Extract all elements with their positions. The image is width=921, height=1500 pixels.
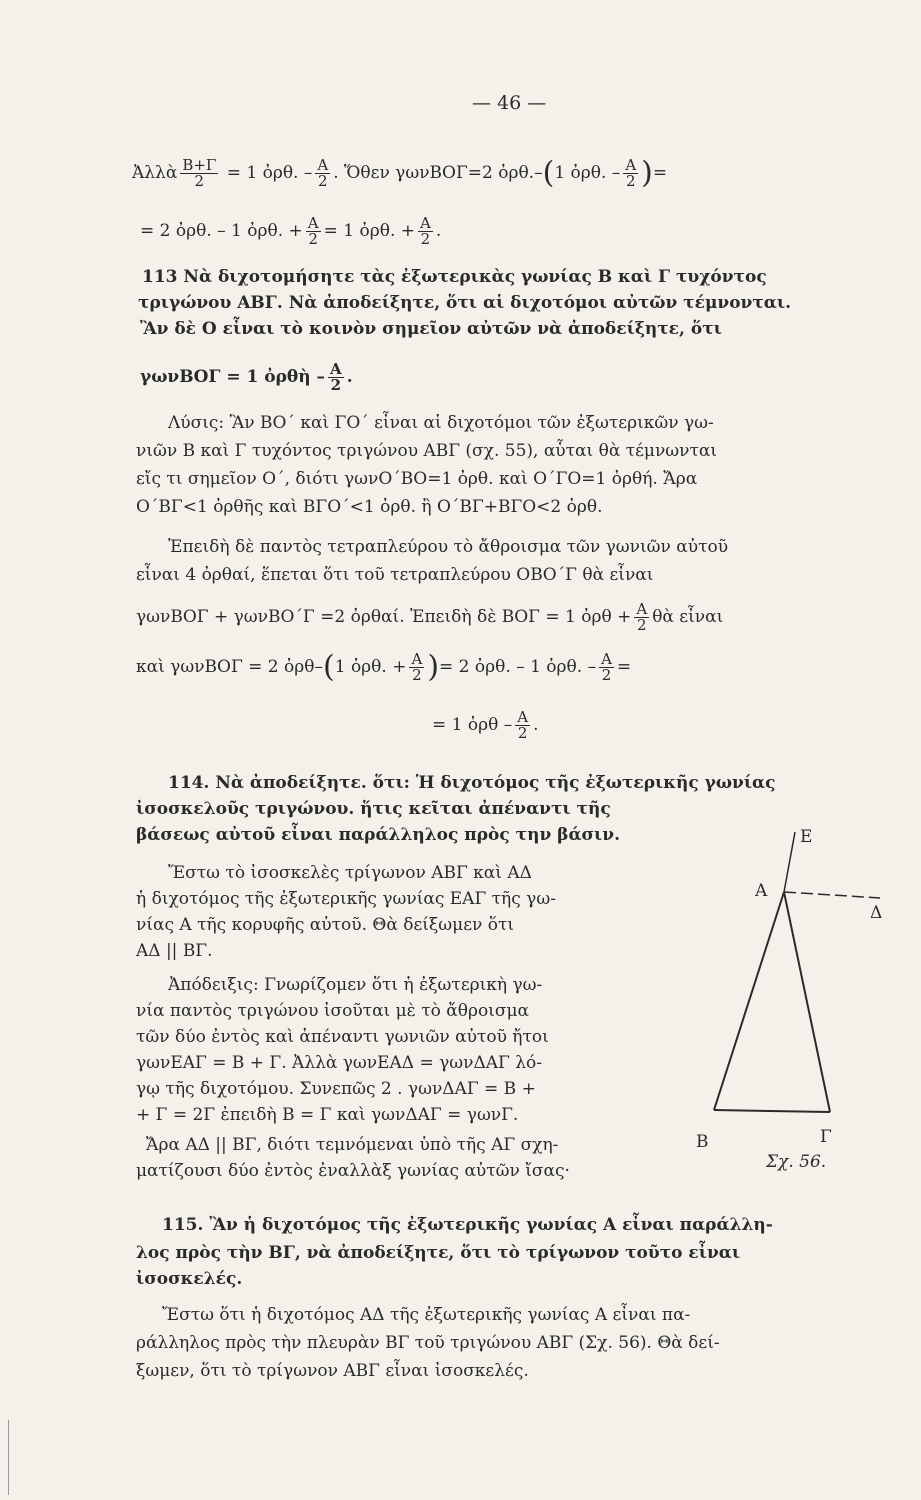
fraction-numerator: Α	[307, 214, 319, 232]
fraction-denominator: 2	[318, 172, 328, 190]
fraction-numerator: Α	[317, 156, 329, 174]
text-run: = 2 ὀρθ. – 1 ὀρθ. +	[140, 221, 303, 241]
fraction-denominator: 2	[194, 172, 205, 190]
intro-formula-line-2	[140, 216, 441, 247]
text-run: = 1 ὀρθ –	[432, 715, 513, 735]
intro-formula-line-1	[132, 155, 668, 191]
text-run: γωνΒΟΓ = 1 ὀρθὴ –	[140, 367, 326, 387]
paren: (	[542, 155, 555, 191]
fraction-denominator: 2	[601, 666, 612, 684]
fraction-numerator: Α	[420, 214, 431, 232]
text-run: = 1 ὀρθ. –	[226, 163, 313, 183]
fraction	[623, 158, 638, 189]
text-run: . Ὅθεν γωνΒΟΓ=2 ὀρθ.–	[333, 163, 543, 183]
text-run: καὶ γωνΒΟΓ = 2 ὀρθ–	[136, 657, 323, 677]
solution-line-2: νιῶν Β καὶ Γ τυχόντος τριγώνου ΑΒΓ (σχ. 55), αὗται θὰ τέμνωνται	[136, 441, 718, 461]
ex114-line-11: γωνΕΑΓ = Β + Γ. Ἀλλὰ γωνΕΑΔ = γωνΔΑΓ λό-	[136, 1053, 542, 1073]
ex115-line-3: ἰσοσκελές.	[136, 1269, 243, 1289]
side-ab	[714, 892, 784, 1110]
text-run: γωνΒΟΓ + γωνΒΟ΄Γ =2 ὀρθαί. Ἐπειδὴ δὲ ΒΟΓ = 1 ὀρθ +	[136, 607, 632, 627]
text-run: 1 ὀρθ. +	[334, 657, 407, 677]
fraction	[315, 158, 330, 189]
paren: )	[427, 649, 440, 685]
figure-caption: Σχ. 56.	[766, 1152, 827, 1172]
fraction	[409, 652, 424, 683]
fraction-denominator: 2	[308, 230, 318, 248]
side-bg	[714, 1110, 830, 1112]
ex115-line-4: Ἔστω ὅτι ἡ διχοτόμος ΑΔ τῆς ἐξωτερικῆς γωνίας Α εἶναι πα-	[162, 1305, 691, 1325]
solution-line-1: Λύσις: Ἂν ΒΟ΄ καὶ ΓΟ΄ εἶναι αἱ διχοτόμοι τῶν ἐξωτερικῶν γω-	[168, 413, 714, 433]
text-run: .	[346, 367, 353, 387]
paren: )	[641, 155, 653, 191]
fraction-numerator: Α	[517, 708, 529, 726]
solution-line-9	[432, 710, 539, 741]
text-run: 1 ὀρθ. –	[554, 163, 621, 183]
ex115-line-2: λος πρὸς τὴν ΒΓ, νὰ ἀποδείξητε, ὅτι τὸ τρίγωνον τοῦτο εἶναι	[136, 1243, 741, 1263]
figure-56	[690, 812, 890, 1182]
label-d: Δ	[870, 903, 883, 923]
ex114-line-9: νία παντὸς τριγώνου ἰσοῦται μὲ τὸ ἄθροισμα	[136, 1001, 529, 1021]
ex113-formula	[140, 362, 353, 393]
fraction	[634, 602, 649, 633]
solution-line-3: εἴς τι σημεῖον Ο΄, διότι γωνΟ΄ΒΟ=1 ὀρθ. καὶ Ο΄ΓΟ=1 ὀρθή. Ἄρα	[136, 469, 698, 489]
fraction	[306, 216, 321, 247]
text-run: .	[533, 715, 539, 735]
fraction	[328, 362, 344, 393]
text-run: Ἀλλὰ	[132, 163, 178, 183]
ex113-line-3: Ἂν δὲ Ο εἶναι τὸ κοινὸν σημεῖον αὐτῶν νὰ ἀποδείξητε, ὅτι	[140, 319, 722, 339]
solution-line-6: εἶναι 4 ὀρθαί, ἕπεται ὅτι τοῦ τετραπλεύρου ΟΒΟ΄Γ θὰ εἶναι	[136, 565, 654, 585]
fraction-numerator: Α	[601, 650, 612, 668]
ex114-line-8: Ἀπόδειξις: Γνωρίζομεν ὅτι ἡ ἐξωτερικὴ γω-	[168, 975, 543, 995]
solution-line-8	[136, 649, 632, 685]
ex114-line-4: Ἔστω τὸ ἰσοσκελὲς τρίγωνον ΑΒΓ καὶ ΑΔ	[168, 863, 532, 883]
solution-line-5: Ἐπειδὴ δὲ παντὸς τετραπλεύρου τὸ ἄθροισμα τῶν γωνιῶν αὐτοῦ	[168, 537, 729, 557]
ex113-line-1: 113 Νὰ διχοτομήσητε τὰς ἐξωτερικὰς γωνίας Β καὶ Γ τυχόντος	[142, 267, 767, 287]
ex113-line-2: τριγώνου ΑΒΓ. Νὰ ἀποδείξητε, ὅτι αἱ διχοτόμοι αὐτῶν τέμνονται.	[138, 293, 791, 313]
fraction	[599, 652, 614, 683]
fraction	[418, 216, 433, 247]
ex114-line-3: βάσεως αὐτοῦ εἶναι παράλληλος πρὸς την βάσιν.	[136, 825, 621, 845]
fraction-numerator: Β+Γ	[182, 156, 217, 174]
text-run: =	[616, 657, 632, 677]
ex115-line-1: 115. Ἂν ἡ διχοτόμος τῆς ἐξωτερικῆς γωνίας Α εἶναι παράλλη-	[162, 1215, 773, 1235]
fraction-denominator: 2	[517, 724, 528, 742]
text-run: = 2 ὀρθ. – 1 ὀρθ. –	[439, 657, 597, 677]
fraction-denominator: 2	[412, 666, 422, 684]
ex115-line-5: ράλληλος πρὸς τὴν πλευρὰν ΒΓ τοῦ τριγώνου ΑΒΓ (Σχ. 56). Θὰ δεί-	[136, 1333, 720, 1353]
text-run: θὰ εἶναι	[652, 607, 724, 627]
text-run: = 1 ὀρθ. +	[323, 221, 416, 241]
fraction-denominator: 2	[625, 172, 636, 190]
paren: (	[323, 649, 335, 685]
ex114-line-1: 114. Νὰ ἀποδείξητε. ὅτι: Ἡ διχοτόμος τῆς ἐξωτερικῆς γωνίας	[168, 773, 776, 793]
ex115-line-6: ξωμεν, ὅτι τὸ τρίγωνον ΑΒΓ εἶναι ἰσοσκελές.	[136, 1361, 529, 1381]
fraction-numerator: Α	[411, 650, 423, 668]
page-number: — 46 —	[472, 92, 547, 114]
bisector-line	[784, 892, 880, 898]
fraction-numerator: Α	[625, 156, 637, 174]
text-run: .	[435, 221, 442, 241]
label-a: Α	[755, 881, 768, 901]
ex114-line-2: ἰσοσκελοῦς τριγώνου. ἥτις κεῖται ἀπέναντι τῆς	[136, 799, 611, 819]
ex114-line-5: ἡ διχοτόμος τῆς ἐξωτερικῆς γωνίας ΕΑΓ τῆς γω-	[136, 889, 556, 909]
ex114-line-10: τῶν δύο ἐντὸς καὶ ἀπέναντι γωνιῶν αὐτοῦ ἤτοι	[136, 1027, 549, 1047]
fraction-denominator: 2	[420, 230, 431, 248]
fraction	[515, 710, 530, 741]
label-b: Β	[696, 1132, 709, 1152]
ex114-line-6: νίας Α τῆς κορυφῆς αὐτοῦ. Θὰ δείξωμεν ὅτι	[136, 915, 515, 935]
fraction-denominator: 2	[636, 616, 647, 634]
page-edge-mark	[8, 1420, 9, 1495]
ex114-line-12: γῳ τῆς διχοτόμου. Συνεπῶς 2 . γωνΔΑΓ = Β +	[136, 1079, 536, 1099]
ex114-line-15: ματίζουσι δύο ἐντὸς ἐναλλὰξ γωνίας αὐτῶν ἴσας·	[136, 1161, 570, 1181]
text-run: =	[652, 163, 668, 183]
ex114-line-7: ΑΔ || ΒΓ.	[136, 941, 213, 961]
solution-line-4: Ο΄ΒΓ<1 ὀρθῆς καὶ ΒΓΟ΄<1 ὀρθ. ἢ Ο΄ΒΓ+ΒΓΟ<2 ὀρθ.	[136, 497, 603, 517]
fraction-numerator: Α	[636, 600, 648, 618]
bisector-extension-line	[784, 832, 795, 892]
solution-line-7	[136, 602, 723, 633]
label-e: Ε	[800, 827, 813, 847]
ex114-line-14: Ἄρα ΑΔ || ΒΓ, διότι τεμνόμεναι ὑπὸ τῆς ΑΓ σχη-	[146, 1135, 559, 1155]
side-ag	[784, 892, 830, 1112]
fraction-numerator: Α	[330, 360, 342, 378]
ex114-line-13: + Γ = 2Γ ἐπειδὴ Β = Γ καὶ γωνΔΑΓ = γωνΓ.	[136, 1105, 519, 1125]
fraction-denominator: 2	[330, 376, 342, 394]
label-g: Γ	[820, 1127, 832, 1147]
fraction	[180, 158, 218, 189]
